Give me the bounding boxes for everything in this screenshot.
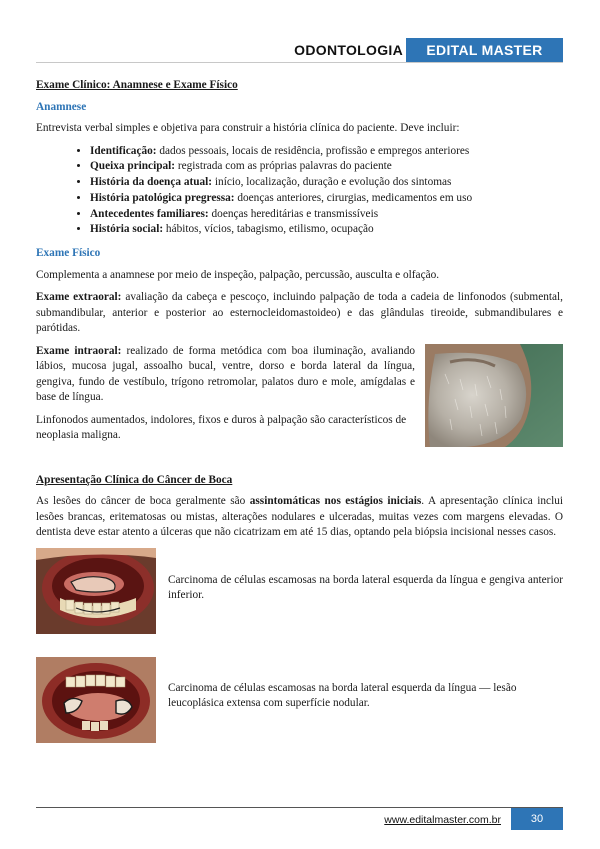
list-item: [90, 191, 563, 207]
page-header: [36, 38, 563, 63]
list-item: [90, 207, 563, 223]
list-item: [90, 175, 563, 191]
list-item-text: hábitos, vícios, tabagismo, etilismo, ocupação: [163, 223, 374, 236]
figure-2: [36, 657, 563, 743]
list-item-text: início, localização, duração e evolução dos sintomas: [212, 176, 452, 189]
oral-photo-2: [36, 657, 156, 743]
page-content: [36, 78, 563, 743]
page-footer: [36, 807, 563, 830]
list-item-term: História social:: [90, 223, 164, 236]
list-item-term: História patológica pregressa:: [90, 191, 235, 204]
section-title-cancer-boca: Apresentação Clínica do Câncer de Boca: [36, 473, 233, 486]
cancer-text-b: . A apresentação clínica inclui lesões brancas, eritematosas ou mistas, alterações nodulares e ulceradas, muitas vezes com margens elevadas. O dentista deve estar atento a úlceras que não cicatrizam em até 15 dias, optando pela biópsia incisional nesses casos.: [36, 495, 563, 539]
exame-extraoral-paragraph: [36, 290, 563, 337]
linfonodos-paragraph: Linfonodos aumentados, indolores, fixos e duros à palpação são característicos de neoplasia maligna.: [36, 413, 407, 442]
list-item-text: doenças hereditárias e transmissíveis: [208, 207, 379, 220]
intraoral-term: Exame intraoral:: [36, 344, 122, 357]
list-item-term: História da doença atual:: [90, 176, 213, 189]
intraoral-text: realizado de forma metódica com boa iluminação, avaliando lábios, mucosa jugal, assoalho bucal, ventre, dorso e borda lateral da língua, gengiva, fundo de vestíbulo, trígono retromolar, palatos duro e mole, amígdalas e base de língua.: [36, 344, 416, 404]
extraoral-term: Exame extraoral:: [36, 291, 122, 304]
figure-1-caption: Carcinoma de células escamosas na borda lateral esquerda da língua e gengiva anterior inferior.: [168, 573, 563, 602]
list-item: [90, 159, 563, 175]
section-title-exame-clinico: Exame Clínico: Anamnese e Exame Físico: [36, 79, 238, 91]
list-item: [90, 144, 563, 160]
list-item-text: dados pessoais, locais de residência, profissão e empregos anteriores: [156, 144, 470, 157]
header-brand: EDITAL MASTER: [406, 38, 563, 62]
list-item: [90, 222, 563, 238]
figure-2-caption: Carcinoma de células escamosas na borda lateral esquerda da língua — lesão leucoplásica extensa com superfície nodular.: [168, 681, 517, 710]
subheading-exame-fisico: Exame Físico: [36, 247, 101, 260]
figure-1: [36, 548, 563, 634]
subheading-anamnese: Anamnese: [36, 100, 87, 113]
anamnese-intro: Entrevista verbal simples e objetiva para construir a história clínica do paciente. Deve incluir:: [36, 122, 460, 134]
cancer-boca-paragraph: [36, 494, 563, 541]
footer-url-link[interactable]: www.editalmaster.com.br: [384, 814, 501, 826]
intraoral-block: [36, 344, 563, 451]
oral-photo-1: [36, 548, 156, 634]
extraoral-text: avaliação da cabeça e pescoço, incluindo palpação de toda a cadeia de linfonodos (submental, submandibular, anterior e posterior ao esternocleidomastoideo) e das glândulas tireoide, submandibulares e parótidas.: [36, 291, 563, 335]
anamnese-list: [36, 144, 563, 239]
list-item-term: Queixa principal:: [90, 160, 176, 173]
header-subject: ODONTOLOGIA: [294, 42, 403, 58]
list-item-term: Antecedentes familiares:: [90, 207, 209, 220]
cancer-text-a: As lesões do câncer de boca geralmente são: [36, 495, 250, 508]
list-item-text: registrada com as próprias palavras do paciente: [175, 160, 392, 173]
list-item-text: doenças anteriores, cirurgias, medicamentos em uso: [234, 191, 473, 204]
cancer-text-bold: assintomáticas nos estágios iniciais: [249, 495, 422, 508]
list-item-term: Identificação:: [90, 144, 157, 157]
page-number: 30: [511, 808, 563, 830]
beard-neck-photo: [425, 344, 563, 447]
exame-fisico-intro: Complementa a anamnese por meio de inspeção, palpação, percussão, ausculta e olfação.: [36, 268, 440, 281]
